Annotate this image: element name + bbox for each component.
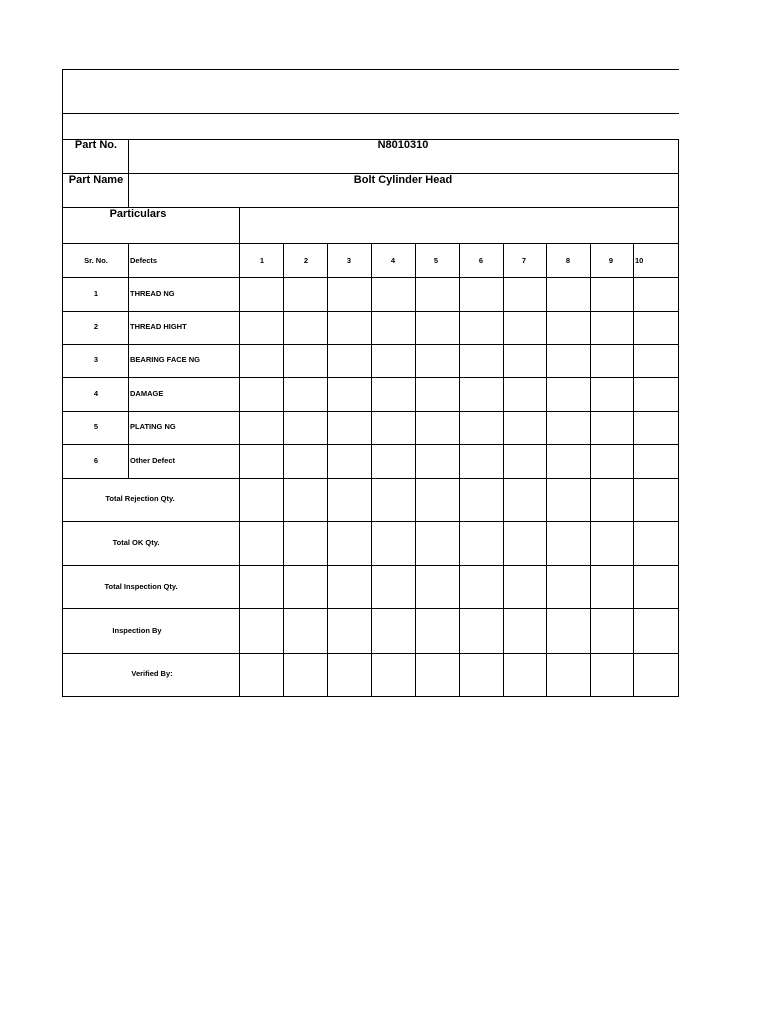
column-divider: [503, 243, 504, 697]
defect-sr: 5: [93, 422, 99, 431]
border-top: [62, 69, 679, 70]
column-header: 2: [303, 256, 309, 265]
border-left: [62, 69, 63, 697]
inspection-by-label: Inspection By: [112, 626, 162, 635]
label-divider: [128, 243, 129, 478]
sr-no-header: Sr. No.: [84, 256, 108, 265]
column-divider: [590, 243, 591, 697]
defect-name: PLATING NG: [130, 422, 176, 431]
defect-name: Other Defect: [130, 456, 176, 465]
total-inspection-label: Total Inspection Qty.: [104, 582, 178, 591]
defects-header: Defects: [130, 256, 158, 265]
defect-sr: 3: [93, 355, 99, 364]
divider: [62, 139, 679, 140]
column-header: 3: [346, 256, 352, 265]
column-header: 4: [390, 256, 396, 265]
column-divider: [327, 243, 328, 697]
column-divider: [546, 243, 547, 697]
column-divider: [415, 243, 416, 697]
verified-by-label: Verified By:: [131, 669, 173, 678]
defect-name: BEARING FACE NG: [130, 355, 201, 364]
column-divider: [371, 243, 372, 697]
column-header: 5: [433, 256, 439, 265]
column-header: 7: [521, 256, 527, 265]
defect-name: THREAD HIGHT: [130, 322, 187, 331]
column-header: 10: [635, 256, 644, 265]
column-header: 6: [478, 256, 484, 265]
border-right: [678, 139, 679, 697]
column-divider: [633, 243, 634, 697]
defect-name: THREAD NG: [130, 289, 175, 298]
part-no-label: Part No.: [74, 139, 118, 151]
column-divider: [283, 243, 284, 697]
particulars-divider: [239, 207, 240, 697]
label-divider: [128, 139, 129, 207]
defect-sr: 4: [93, 389, 99, 398]
inspection-sheet: [62, 69, 679, 697]
total-rejection-label: Total Rejection Qty.: [105, 494, 175, 503]
particulars-label: Particulars: [109, 208, 167, 220]
part-name-label: Part Name: [68, 174, 124, 186]
defect-sr: 1: [93, 289, 99, 298]
part-no-value: N8010310: [377, 139, 429, 151]
column-divider: [459, 243, 460, 697]
defect-sr: 6: [93, 456, 99, 465]
defect-sr: 2: [93, 322, 99, 331]
column-header: 8: [565, 256, 571, 265]
total-ok-label: Total OK Qty.: [112, 538, 160, 547]
divider: [62, 113, 679, 114]
part-name-value: Bolt Cylinder Head: [353, 174, 453, 186]
column-header: 1: [259, 256, 265, 265]
defect-name: DAMAGE: [130, 389, 164, 398]
column-header: 9: [608, 256, 614, 265]
